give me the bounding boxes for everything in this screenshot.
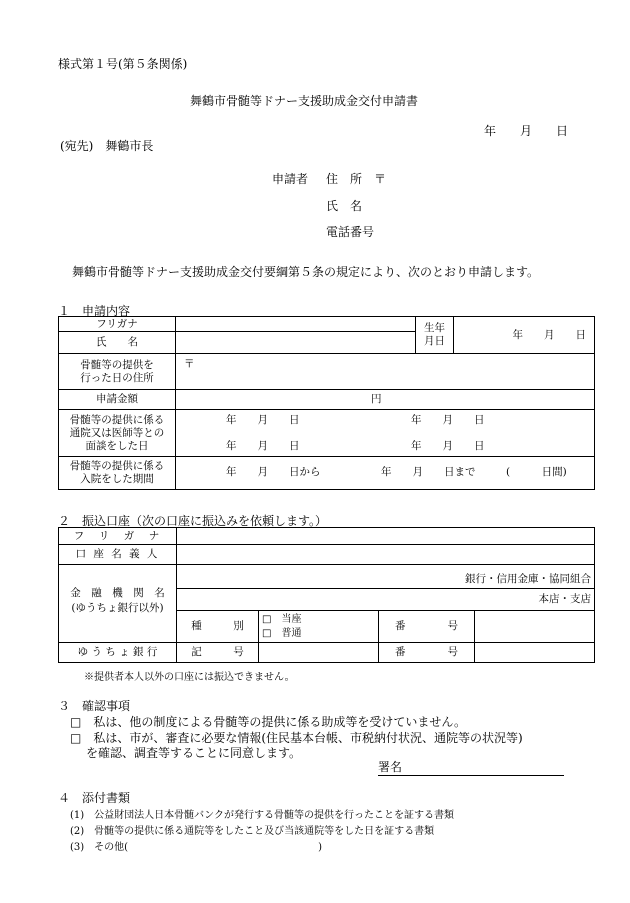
donation-address-input[interactable]: 〒 xyxy=(176,354,595,390)
account-furigana-input[interactable] xyxy=(177,528,595,545)
attachment-item-2: (2) 骨髄等の提供に係る通院等をしたこと及び当該通院等をした日を証する書類 xyxy=(70,826,435,837)
amount-label: 申請金額 xyxy=(59,390,176,410)
account-type-checking[interactable]: □ 当座 xyxy=(262,613,302,625)
yucho-number-input[interactable] xyxy=(475,643,595,663)
confirm-item-2-line2: を確認、調査等することに同意します。 xyxy=(86,746,302,760)
yucho-number-label: 番 号 xyxy=(379,643,475,663)
amount-input[interactable]: 円 xyxy=(176,390,595,410)
name-input[interactable] xyxy=(176,332,416,354)
account-furigana-label: フ リ ガ ナ xyxy=(59,528,177,545)
stay-from: 年 月 日から xyxy=(226,466,321,478)
stay-days: ( 日間) xyxy=(506,466,567,478)
account-note: ※提供者本人以外の口座には振込できません。 xyxy=(84,672,295,683)
visit-date-4: 年 月 日 xyxy=(411,440,485,452)
application-table xyxy=(58,316,595,490)
section1-heading: １ 申請内容 xyxy=(58,304,131,318)
bank-name-label-cell xyxy=(59,565,177,643)
attachment-item-1: (1) 公益財団法人日本骨髄バンクが発行する骨髄等の提供を行ったことを証する書類 xyxy=(70,810,454,821)
visit-dates-input[interactable] xyxy=(176,410,595,457)
yucho-symbol-input[interactable] xyxy=(259,643,379,663)
signature-label: 署名 xyxy=(378,760,403,774)
account-number-input[interactable] xyxy=(475,611,595,643)
applicant-name-label: 氏 名 xyxy=(326,199,363,213)
account-holder-label: 口 座 名 義 人 xyxy=(59,545,177,565)
stay-period-input[interactable] xyxy=(176,457,595,490)
bank-name-input[interactable]: 銀行・信用金庫・協同組合 xyxy=(177,565,595,589)
visit-date-1: 年 月 日 xyxy=(226,414,300,426)
furigana-label: フリガナ xyxy=(59,317,176,332)
branch-name-input[interactable]: 本店・支店 xyxy=(177,589,595,611)
form-number: 様式第１号(第５条関係) xyxy=(58,57,188,71)
applicant-label: 申請者 xyxy=(272,172,309,186)
section2-heading: ２ 振込口座（次の口座に振込みを依頼します。） xyxy=(58,514,328,528)
application-date: 年 月 日 xyxy=(484,124,569,138)
document-title: 舞鶴市骨髄等ドナー支援助成金交付申請書 xyxy=(190,94,419,108)
visit-date-3: 年 月 日 xyxy=(226,440,300,452)
donation-address-label: 骨髄等の提供を 行った日の住所 xyxy=(59,354,176,390)
confirm-item-2-line1[interactable]: □ 私は、市が、審査に必要な情報(住民基本台帳、市税納付状況、通院等の状況等) xyxy=(70,731,523,745)
addressee: (宛先) 舞鶴市長 xyxy=(60,139,154,153)
furigana-input[interactable] xyxy=(176,317,416,332)
account-type-label: 種 別 xyxy=(177,611,259,643)
attachment-item-3: (3) その他( ) xyxy=(70,842,322,853)
birth-date-input[interactable]: 年 月 日 xyxy=(454,317,595,354)
applicant-phone-label: 電話番号 xyxy=(326,225,375,239)
birth-label: 生年 月日 xyxy=(416,317,454,354)
section4-heading: ４ 添付書類 xyxy=(58,791,131,805)
bank-name-note: (ゆうちょ銀行以外) xyxy=(71,602,164,614)
section3-heading: ３ 確認事項 xyxy=(58,699,131,713)
account-type-savings[interactable]: □ 普通 xyxy=(262,627,302,639)
stay-label: 骨髄等の提供に係る 入院をした期間 xyxy=(59,457,176,490)
bank-account-table xyxy=(58,527,595,663)
stay-to: 年 月 日まで xyxy=(381,466,476,478)
intro-text: 舞鶴市骨髄等ドナー支援助成金交付要綱第５条の規定により、次のとおり申請します。 xyxy=(72,265,540,279)
signature-field[interactable] xyxy=(378,758,564,776)
bank-name-label: 金 融 機 関 名 xyxy=(70,587,165,599)
visit-date-2: 年 月 日 xyxy=(411,414,485,426)
account-type-options[interactable] xyxy=(259,611,379,643)
applicant-address-label: 住 所 〒 xyxy=(326,172,387,186)
confirm-item-1[interactable]: □ 私は、他の制度による骨髄等の提供に係る助成等を受けていません。 xyxy=(70,715,467,729)
name-label: 氏 名 xyxy=(59,332,176,354)
account-number-label: 番 号 xyxy=(379,611,475,643)
yucho-label: ゆ う ち ょ 銀 行 xyxy=(59,643,177,663)
visit-label: 骨髄等の提供に係る 通院又は医師等との 面談をした日 xyxy=(59,410,176,457)
yucho-symbol-label: 記 号 xyxy=(177,643,259,663)
account-holder-input[interactable] xyxy=(177,545,595,565)
